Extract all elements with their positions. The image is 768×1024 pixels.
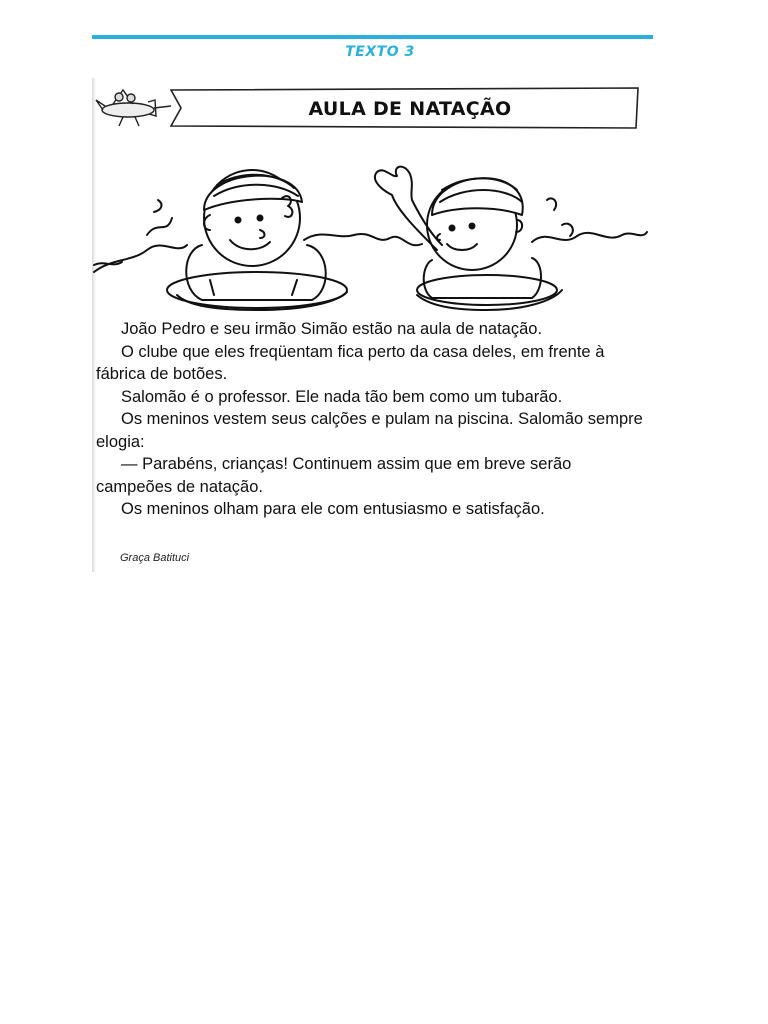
story-paragraph: Os meninos olham para ele com entusiasmo e satisfação.: [121, 500, 545, 518]
author-credit: Graça Batituci: [120, 552, 190, 564]
two-boys-swimming-illustration: [92, 140, 652, 315]
story-paragraph: — Parabéns, crianças! Continuem assim que em breve serão campeões de natação.: [96, 455, 572, 496]
text-number-label: TEXTO 3: [345, 44, 415, 60]
airplane-with-kids-icon: [96, 90, 171, 126]
splash-left: [147, 200, 172, 235]
top-accent-line: [92, 35, 653, 39]
story-text: [96, 318, 646, 521]
story-paragraph: O clube que eles freqüentam fica perto da casa deles, em frente à fábrica de botões.: [96, 342, 605, 383]
boy-joao-pedro: [167, 170, 347, 310]
story-paragraph: Salomão é o professor. Ele nada tão bem como um tubarão.: [121, 387, 563, 406]
story-title: AULA DE NATAÇÃO: [308, 98, 512, 120]
boy-simao: [375, 167, 573, 310]
story-paragraph: João Pedro e seu irmão Simão estão na aula de natação.: [121, 320, 543, 338]
story-paragraph: Os meninos vestem seus calções e pulam na piscina. Salomão sempre elogia:: [96, 410, 643, 451]
water-waves: [94, 232, 647, 272]
